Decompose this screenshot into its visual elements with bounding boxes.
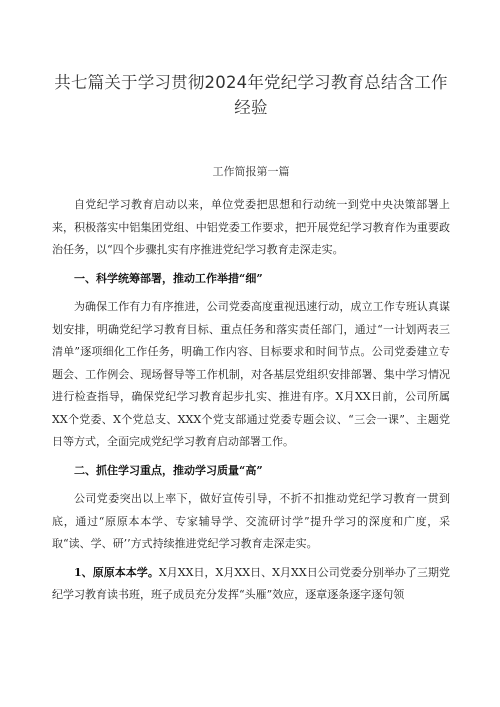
item-1-lead: 1、原原本本学。 xyxy=(74,565,159,579)
section-2-paragraph: 公司党委突出以上率下，做好宣传引导，不折不扣推动党纪学习教育一贯到底，通过“原原本本学、专家辅导学、交流研讨学”提升学习的深度和广度，采取“读、学、研’’方式持续推进党纪学习教育走深走实。 xyxy=(52,492,450,550)
section-1-paragraph: 为确保工作有力有序推进，公司党委高度重视迅速行动，成立工作专班认真谋划安排，明确党纪学习教育目标、重点任务和落实责任部门，通过“一计划两表三清单”逐项细化工作任务，明确工作内容、目标要求和时间节点。公司党委建立专题会、工作例会、现场督导等工作机制，对各基层党组织安排部署、集中学习情况进行检查指导，确保党纪学习教育起步扎实、推进有序。X月XX日前，公司所属XX个党委、X个党总支、XXX个党支部通过党委专题会议、“三会一课”、主题党日等方式，全面完成党纪学习教育启动部署工作。 xyxy=(52,300,450,448)
document-title: 共七篇关于学习贯彻2024年党纪学习教育总结含工作经验 xyxy=(54,73,448,117)
item-1-body: X月XX日，X月XX日、X月XX日公司党委分别举办了三期党纪学习教育读书班，班子成员充分发挥“头雁”效应，逐章逐条逐字逐句领 xyxy=(52,565,451,601)
document-subtitle: 工作简报第一篇 xyxy=(212,165,290,178)
section-2-heading: 二、抓住学习重点，推动学习质量“高” xyxy=(74,463,263,477)
item-1-paragraph xyxy=(52,562,450,607)
intro-paragraph: 自党纪学习教育启动以来，单位党委把思想和行动统一到党中央决策部署上来，积极落实中铝集团党组、中铝党委工作要求，把开展党纪学习教育作为重要政治任务，以“四个步骤扎实有序推进党纪学习教育走深走实。 xyxy=(52,198,450,256)
section-1-heading: 一、科学统筹部署，推动工作举措“细” xyxy=(74,271,263,285)
